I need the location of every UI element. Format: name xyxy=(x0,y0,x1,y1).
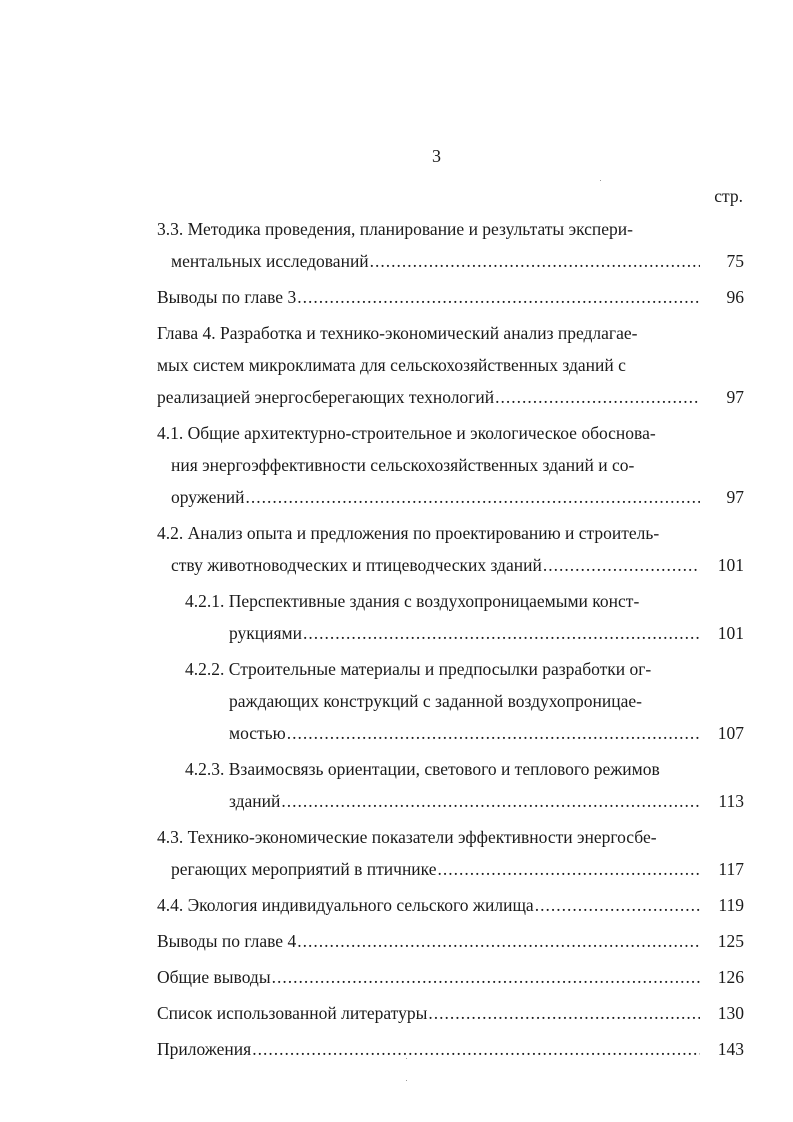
toc-entry-line xyxy=(157,997,744,1029)
toc-entry-line xyxy=(157,617,744,649)
toc-entry-title: Общие выводы xyxy=(157,967,271,987)
leader-dots xyxy=(535,889,700,921)
toc-entry xyxy=(157,821,744,885)
toc-entry-title: рукциями xyxy=(229,623,302,643)
toc-entry xyxy=(157,961,744,993)
scan-speck xyxy=(600,180,601,181)
toc-entry-title: 4.4. Экология индивидуального сельского жилища xyxy=(157,895,534,915)
toc-entry-page: 75 xyxy=(726,251,744,271)
leader-dots xyxy=(438,853,700,885)
toc-entry-page: 101 xyxy=(717,623,744,643)
toc-entry-page: 107 xyxy=(717,723,744,743)
leader-dots xyxy=(272,961,700,993)
leader-dots xyxy=(287,717,700,749)
toc-entry-page: 96 xyxy=(726,287,744,307)
toc-entry-line: мых систем микроклимата для сельскохозяйственных зданий с xyxy=(157,355,626,375)
toc-entry-title: мостью xyxy=(229,723,286,743)
toc-entry-line xyxy=(157,1033,744,1065)
toc-entry-title: регающих мероприятий в птичнике xyxy=(171,859,437,879)
toc-entry-page: 97 xyxy=(726,387,744,407)
toc-entry-page: 130 xyxy=(717,1003,744,1023)
leader-dots xyxy=(495,381,700,413)
toc-entry-title: ментальных исследований xyxy=(171,251,369,271)
toc-entry xyxy=(157,317,744,413)
toc-entry xyxy=(157,213,744,277)
toc-entry-line: 4.2.1. Перспективные здания с воздухопроницаемыми конст- xyxy=(185,591,640,611)
toc-entry xyxy=(157,585,744,649)
scan-speck xyxy=(406,1058,407,1059)
toc-entry-title: Приложения xyxy=(157,1039,252,1059)
leader-dots xyxy=(428,997,700,1029)
toc-entry-line xyxy=(157,925,744,957)
toc-entry-line: 4.2. Анализ опыта и предложения по проектированию и строитель- xyxy=(157,523,660,543)
toc-entry-page: 126 xyxy=(717,967,744,987)
toc-entry-title: Список использованной литературы xyxy=(157,1003,428,1023)
toc-entry xyxy=(157,281,744,313)
toc-entry-line: раждающих конструкций с заданной воздухопроницае- xyxy=(229,691,642,711)
toc-entry-page: 119 xyxy=(718,895,744,915)
toc-entry-line xyxy=(157,853,744,885)
toc-entry xyxy=(157,889,744,921)
scan-speck xyxy=(406,1080,407,1081)
toc-entry-line: ния энергоэффективности сельскохозяйственных зданий и со- xyxy=(171,455,635,475)
toc-entry-line: 4.2.3. Взаимосвязь ориентации, светового и теплового режимов xyxy=(185,759,660,779)
toc-entry-title: реализацией энергосберегающих технологий xyxy=(157,387,495,407)
toc-entry xyxy=(157,753,744,817)
leader-dots xyxy=(281,785,700,817)
leader-dots xyxy=(543,549,700,581)
toc-entry-line xyxy=(157,481,744,513)
toc-entry-line: 4.2.2. Строительные материалы и предпосылки разработки ог- xyxy=(185,659,652,679)
toc-entry-line xyxy=(157,717,744,749)
toc-entry-line: 3.3. Методика проведения, планирование и результаты экспери- xyxy=(157,219,633,239)
toc-entry xyxy=(157,417,744,513)
toc-entry xyxy=(157,997,744,1029)
leader-dots xyxy=(297,281,700,313)
page-number: 3 xyxy=(432,146,441,166)
toc-entry-page: 113 xyxy=(718,791,744,811)
toc-entry-page: 101 xyxy=(717,555,744,575)
toc-entry-page: 143 xyxy=(717,1039,744,1059)
leader-dots xyxy=(252,1033,700,1065)
leader-dots xyxy=(297,925,700,957)
toc-entry-page: 97 xyxy=(726,487,744,507)
toc-entry-line: 4.1. Общие архитектурно-строительное и экологическое обоснова- xyxy=(157,423,656,443)
leader-dots xyxy=(246,481,700,513)
toc-entry-line xyxy=(157,549,744,581)
toc-entry-line xyxy=(157,961,744,993)
toc-entry xyxy=(157,653,744,749)
toc-entry-title: Выводы по главе 4 xyxy=(157,931,297,951)
toc-entry-line xyxy=(157,381,744,413)
leader-dots xyxy=(303,617,700,649)
toc-entry-line xyxy=(157,785,744,817)
toc-entry xyxy=(157,517,744,581)
toc-entry-title: оружений xyxy=(171,487,245,507)
toc-entry-title: зданий xyxy=(229,791,281,811)
toc-entry-line xyxy=(157,889,744,921)
page-column-label: стр. xyxy=(714,186,743,206)
leader-dots xyxy=(370,245,700,277)
toc-entry-line: 4.3. Технико-экономические показатели эффективности энергосбе- xyxy=(157,827,657,847)
table-of-contents xyxy=(157,213,744,1069)
toc-entry-line: Глава 4. Разработка и технико-экономический анализ предлагае- xyxy=(157,323,638,343)
toc-entry xyxy=(157,925,744,957)
toc-entry-title: ству животноводческих и птицеводческих зданий xyxy=(171,555,542,575)
toc-entry-line xyxy=(157,281,744,313)
toc-entry xyxy=(157,1033,744,1065)
toc-entry-page: 117 xyxy=(718,859,744,879)
toc-entry-title: Выводы по главе 3 xyxy=(157,287,297,307)
toc-entry-line xyxy=(157,245,744,277)
toc-entry-page: 125 xyxy=(717,931,744,951)
